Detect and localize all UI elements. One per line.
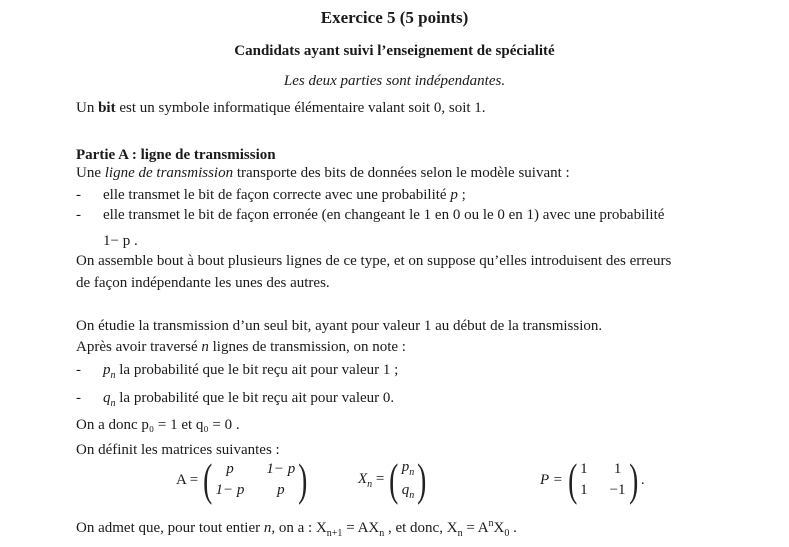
bullet-3-text: la probabilité que le bit reçu ait pour valeur 1 ; xyxy=(115,362,399,378)
bullet-dash-3: - xyxy=(76,362,81,378)
bullet-dash-2: - xyxy=(76,207,81,223)
exercise-intro: Les deux parties sont indépendantes. xyxy=(283,73,506,89)
bullet-2-cont: 1− p . xyxy=(103,233,138,249)
bullet-2: elle transmet le bit de façon erronée (en changeant le 1 en 0 ou le 0 en 1) avec une probabilité xyxy=(103,207,665,223)
bullet-3 xyxy=(103,362,398,381)
bullet-1-text: elle transmet le bit de façon correcte avec une probabilité xyxy=(103,187,451,203)
admet-f2-x: X xyxy=(493,520,505,536)
partA-line1-post: transporte des bits de données selon le modèle suivant : xyxy=(233,165,570,181)
study-line-2 xyxy=(76,339,406,356)
matrix-P-trail: . xyxy=(640,471,645,488)
admet-f2-sub2: 0 xyxy=(504,528,510,539)
bullet-dash-1: - xyxy=(76,187,81,203)
define-matrices: On définit les matrices suivantes : xyxy=(76,442,280,458)
admet-pre: On admet que, pour tout entier xyxy=(76,520,264,536)
left-paren-icon: ( xyxy=(203,454,213,505)
partA-line1 xyxy=(76,165,570,182)
assemble-line-1: On assemble bout à bout plusieurs lignes de ce type, et on suppose qu’elles introduisent des erreurs xyxy=(76,253,672,269)
matrix-P-label: P = xyxy=(540,471,563,488)
bit-definition xyxy=(76,100,486,117)
matrix-P-cell: −1 xyxy=(609,482,626,498)
exercise-subtitle: Candidats ayant suivi l’enseignement de spécialité xyxy=(234,43,555,59)
initial-values: On a donc p₀ = 1 et q₀ = 0 . xyxy=(76,417,240,433)
matrix-A-label: A = xyxy=(176,471,199,488)
pn-sub: n xyxy=(110,370,116,381)
admet-f2-sup: n xyxy=(488,518,494,529)
admet-line xyxy=(76,518,517,539)
bullet-dash-4: - xyxy=(76,390,81,406)
matrix-A xyxy=(176,454,311,505)
bullet-1-end: ; xyxy=(457,187,466,203)
xn-cell-main: p xyxy=(401,459,410,475)
qn-sub: n xyxy=(110,398,116,409)
bit-def-pre: Un xyxy=(76,100,99,116)
matrix-P-cell: 1 xyxy=(580,482,588,498)
bit-def-post: est un symbole informatique élémentaire valant soit 0, soit 1. xyxy=(115,100,486,116)
xn-cell-sub: n xyxy=(409,467,415,478)
xn-cell-main: q xyxy=(401,482,410,498)
assemble-line-2: de façon indépendante les unes des autres. xyxy=(76,275,330,291)
study-line-2-post: lignes de transmission, on note : xyxy=(208,339,406,355)
admet-end: . xyxy=(509,520,517,536)
qn-var: q xyxy=(103,390,111,406)
right-paren-icon: ) xyxy=(628,454,638,505)
bullet-4 xyxy=(103,390,394,409)
admet-f1-sub2: n xyxy=(379,528,385,539)
right-paren-icon: ) xyxy=(417,454,427,505)
matrix-A-cell: p xyxy=(226,461,234,477)
matrix-P-cell: 1 xyxy=(580,461,588,477)
matrix-Xn-cell xyxy=(402,459,415,478)
matrix-P-cells xyxy=(580,461,625,499)
matrix-P-cell: 1 xyxy=(613,461,622,477)
study-line-2-var: n xyxy=(201,339,209,355)
left-paren-icon: ( xyxy=(389,454,399,505)
admet-f1-rest: = AX xyxy=(342,520,380,536)
left-paren-icon: ( xyxy=(567,454,578,505)
admet-f2-rest: = A xyxy=(462,520,489,536)
admet-var: n xyxy=(263,520,272,536)
xn-sub: n xyxy=(367,478,373,490)
matrix-Xn xyxy=(358,454,430,505)
matrix-A-cell: 1− p xyxy=(215,482,245,498)
admet-mid: , et donc, X xyxy=(384,520,458,536)
admet-post: , on a : X xyxy=(271,520,327,536)
partA-line1-pre: Une xyxy=(76,165,105,181)
bullet-1-var: p xyxy=(450,187,458,203)
matrix-P xyxy=(540,454,645,505)
xn-eq: = xyxy=(372,470,385,487)
bit-def-bold: bit xyxy=(98,100,116,116)
matrix-A-cell: 1− p xyxy=(266,461,296,477)
pn-var: p xyxy=(103,362,111,378)
partA-heading: Partie A : ligne de transmission xyxy=(76,147,276,163)
bullet-1 xyxy=(103,187,466,204)
admet-f2-sub: n xyxy=(457,528,463,539)
matrix-A-cells xyxy=(216,461,296,499)
matrix-Xn-label xyxy=(358,471,384,490)
right-paren-icon: ) xyxy=(298,454,308,505)
partA-line1-ital: ligne de transmission xyxy=(104,165,234,181)
study-line-1: On étudie la transmission d’un seul bit, ayant pour valeur 1 au début de la transmission. xyxy=(76,318,603,334)
matrix-Xn-cell xyxy=(402,482,415,501)
matrix-A-cell: p xyxy=(277,482,285,498)
admet-f1-sub: n+1 xyxy=(326,528,343,539)
bullet-4-text: la probabilité que le bit reçu ait pour valeur 0. xyxy=(115,390,395,406)
xn-cell-sub: n xyxy=(409,490,415,501)
study-line-2-pre: Après avoir traversé xyxy=(76,339,202,355)
exercise-title: Exercice 5 (5 points) xyxy=(320,8,469,27)
xn-main: X xyxy=(358,470,368,487)
matrix-Xn-cells xyxy=(402,459,415,501)
